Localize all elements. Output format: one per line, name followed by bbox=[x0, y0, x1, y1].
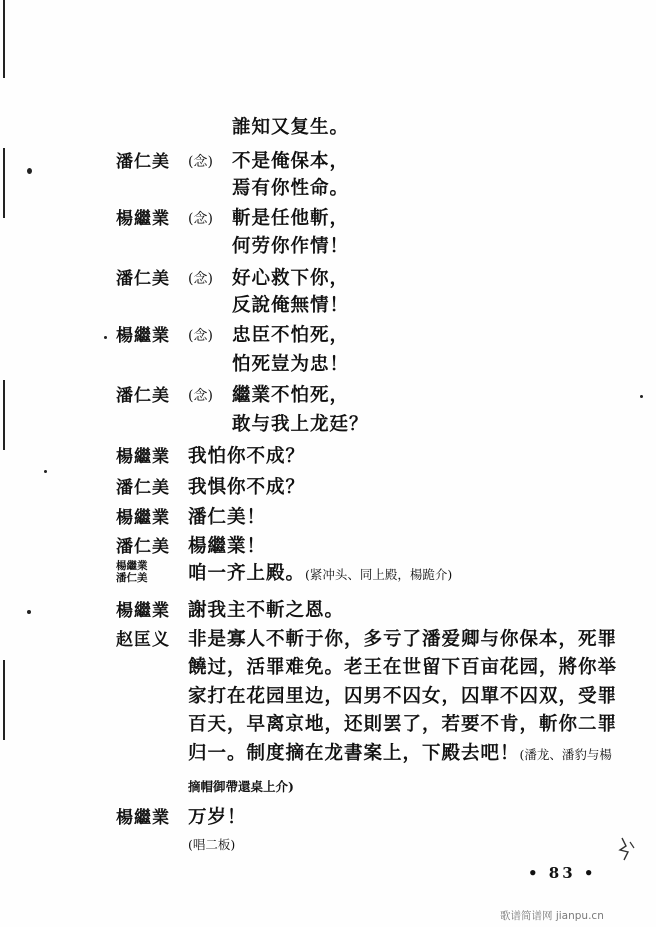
ink-speck bbox=[27, 610, 31, 614]
speaker-name: 潘仁美 bbox=[116, 478, 170, 498]
dialogue-line: 楊繼業！ bbox=[188, 536, 267, 557]
dialogue-line: 百天，早离京地，还則罢了，若要不肯，斬你二罪 bbox=[188, 714, 618, 735]
ink-speck bbox=[27, 168, 32, 174]
binding-edge-mark bbox=[3, 380, 5, 450]
dialogue-line: 潘仁美！ bbox=[188, 507, 267, 528]
dialogue-line: 忠臣不怕死， bbox=[232, 325, 350, 346]
dialogue-line bbox=[188, 563, 452, 586]
speaker-name: 潘仁美 bbox=[116, 537, 170, 557]
dialogue-line bbox=[188, 743, 612, 766]
dialogue-line: 謝我主不斬之恩。 bbox=[188, 600, 345, 621]
dialogue-line: 我惧你不成？ bbox=[188, 477, 306, 498]
speaker-name: 楊繼業 bbox=[116, 447, 170, 467]
dialogue-text: 归一。制度摘在龙書案上，下殿去吧！ bbox=[188, 743, 520, 764]
stage-direction: (紧冲头、同上殿，楊跪介) bbox=[305, 567, 453, 582]
speaker-name: 楊繼業 bbox=[116, 326, 170, 346]
binding-edge-mark bbox=[3, 0, 5, 78]
recite-cue: (念) bbox=[188, 271, 213, 287]
speaker-name: 赵匡义 bbox=[116, 630, 170, 650]
speaker-name: 楊繼業 bbox=[116, 209, 170, 229]
speaker-name: 楊繼業 bbox=[116, 808, 170, 828]
dialogue-line: 非是寡人不斬于你，多亏了潘爱卿与你保本，死罪 bbox=[188, 629, 618, 650]
stage-direction: (潘龙、潘豹与楊 bbox=[519, 747, 612, 762]
binding-edge-mark bbox=[3, 660, 5, 740]
dialogue-text: 咱一齐上殿。 bbox=[188, 563, 306, 584]
dialogue-line: 斬是任他斬， bbox=[232, 208, 350, 229]
dialogue-line: 饒过，活罪难免。老王在世留下百亩花园，將你举 bbox=[188, 657, 618, 678]
site-watermark: 歌谱简谱网 jianpu.cn bbox=[500, 910, 604, 922]
speaker-name: 潘仁美 bbox=[116, 152, 170, 172]
stage-direction: 摘帽御帶還桌上介) bbox=[188, 779, 294, 794]
speaker-name: 楊繼業 bbox=[116, 560, 148, 572]
dialogue-line: 怕死豈为忠！ bbox=[232, 354, 350, 375]
pen-scribble-mark bbox=[616, 836, 638, 862]
speaker-name: 楊繼業 bbox=[116, 601, 170, 621]
dialogue-line: 誰知又复生。 bbox=[232, 117, 350, 138]
stage-direction: (唱二板) bbox=[188, 837, 236, 852]
dialogue-line: 焉有你性命。 bbox=[232, 178, 350, 199]
ink-speck bbox=[640, 395, 643, 398]
speaker-name: 潘仁美 bbox=[116, 572, 148, 584]
dialogue-line: 何劳你作情！ bbox=[232, 236, 350, 257]
dialogue-line: 万岁！ bbox=[188, 807, 247, 828]
page-number: • 83 • bbox=[528, 864, 597, 882]
dialogue-line: 好心救下你， bbox=[232, 268, 350, 289]
recite-cue: (念) bbox=[188, 211, 213, 227]
ink-speck bbox=[104, 336, 107, 339]
ink-speck bbox=[44, 470, 47, 473]
dialogue-line: 不是俺保本， bbox=[232, 151, 350, 172]
dialogue-line: 反說俺無情！ bbox=[232, 295, 350, 316]
dialogue-line: 家打在花园里边，囚男不囚女，囚單不囚双，受罪 bbox=[188, 686, 618, 707]
dialogue-line: 敢与我上龙廷？ bbox=[232, 414, 369, 435]
speaker-name: 潘仁美 bbox=[116, 386, 170, 406]
speaker-name: 潘仁美 bbox=[116, 269, 170, 289]
speaker-name: 楊繼業 bbox=[116, 508, 170, 528]
dialogue-line: 繼業不怕死， bbox=[232, 385, 350, 406]
dialogue-line: 我怕你不成？ bbox=[188, 446, 306, 467]
binding-edge-mark bbox=[3, 148, 5, 218]
recite-cue: (念) bbox=[188, 328, 213, 344]
recite-cue: (念) bbox=[188, 388, 213, 404]
recite-cue: (念) bbox=[188, 154, 213, 170]
